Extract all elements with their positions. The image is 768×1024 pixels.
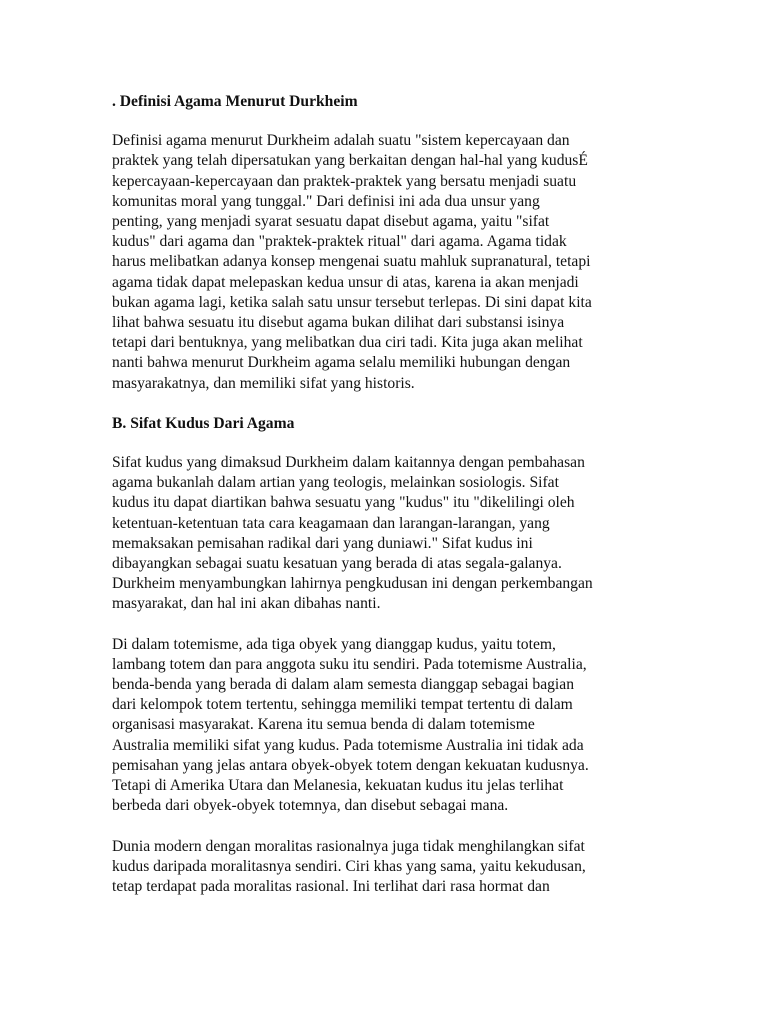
text-line: dibayangkan sebagai suatu kesatuan yang berada di atas segala-galanya. [112,555,562,573]
text-line: penting, yang menjadi syarat sesuatu dapat disebut agama, yaitu "sifat [112,213,550,231]
text-line: nanti bahwa menurut Durkheim agama selalu memiliki hubungan dengan [112,354,571,372]
text-line: Australia memiliki sifat yang kudus. Pada totemisme Australia ini tidak ada [112,736,584,754]
text-line: pemisahan yang jelas antara obyek-obyek totem dengan kekuatan kudusnya. [112,756,589,774]
section-b-heading: B. Sifat Kudus Dari Agama [112,414,295,432]
text-line: praktek yang telah dipersatukan yang berkaitan dengan hal-hal yang kudusÉ [112,152,588,170]
section-b-paragraph-3 [112,837,657,898]
text-line: lambang totem dan para anggota suku itu sendiri. Pada totemisme Australia, [112,655,587,673]
text-line: Tetapi di Amerika Utara dan Melanesia, kekuatan kudus itu jelas terlihat [112,777,564,795]
text-line: tetap terdapat pada moralitas rasional. Ini terlihat dari rasa hormat dan [112,877,550,895]
text-line: kepercayaan-kepercayaan dan praktek-praktek yang bersatu menjadi suatu [112,172,577,190]
text-line: kudus itu dapat diartikan bahwa sesuatu yang "kudus" itu "dikelilingi oleh [112,494,575,512]
text-line: komunitas moral yang tunggal." Dari definisi ini ada dua unsur yang [112,192,540,210]
document-page [112,92,657,917]
text-line: dari kelompok totem tertentu, sehingga memiliki tempat tertentu di dalam [112,696,573,714]
text-line: tetapi dari bentuknya, yang melibatkan dua ciri tadi. Kita juga akan melihat [112,334,583,352]
text-line: ketentuan-ketentuan tata cara keagamaan dan larangan-larangan, yang [112,514,550,532]
text-line: kudus daripada moralitasnya sendiri. Ciri khas yang sama, yaitu kekudusan, [112,857,586,875]
text-line: Sifat kudus yang dimaksud Durkheim dalam kaitannya dengan pembahasan [112,454,585,472]
text-line: masyarakatnya, dan memiliki sifat yang historis. [112,374,415,392]
text-line: kudus" dari agama dan "praktek-praktek ritual" dari agama. Agama tidak [112,233,567,251]
text-line: benda-benda yang berada di dalam alam semesta dianggap sebagai bagian [112,676,574,694]
text-line: lihat bahwa sesuatu itu disebut agama bukan dilihat dari substansi isinya [112,314,565,332]
section-b-paragraph-2 [112,635,657,817]
section-a-heading: . Definisi Agama Menurut Durkheim [112,93,358,110]
text-line: masyarakat, dan hal ini akan dibahas nanti. [112,595,381,613]
text-line: Durkheim menyambungkan lahirnya pengkudusan ini dengan perkembangan [112,575,593,593]
section-a-paragraph-1 [112,131,657,394]
text-line: Dunia modern dengan moralitas rasionalnya juga tidak menghilangkan sifat [112,837,585,855]
text-line: harus melibatkan adanya konsep mengenai suatu mahluk supranatural, tetapi [112,253,591,271]
text-line: memaksakan pemisahan radikal dari yang duniawi." Sifat kudus ini [112,534,533,552]
text-line: organisasi masyarakat. Karena itu semua benda di dalam totemisme [112,716,535,734]
text-line: Di dalam totemisme, ada tiga obyek yang dianggap kudus, yaitu totem, [112,635,556,653]
text-line: Definisi agama menurut Durkheim adalah suatu "sistem kepercayaan dan [112,132,570,150]
text-line: berbeda dari obyek-obyek totemnya, dan disebut sebagai mana. [112,797,509,815]
text-line: agama tidak dapat melepaskan kedua unsur di atas, karena ia akan menjadi [112,273,579,291]
text-line: agama bukanlah dalam artian yang teologis, melainkan sosiologis. Sifat [112,474,559,492]
text-line: bukan agama lagi, ketika salah satu unsur tersebut terlepas. Di sini dapat kita [112,293,592,311]
section-b-paragraph-1 [112,453,657,615]
